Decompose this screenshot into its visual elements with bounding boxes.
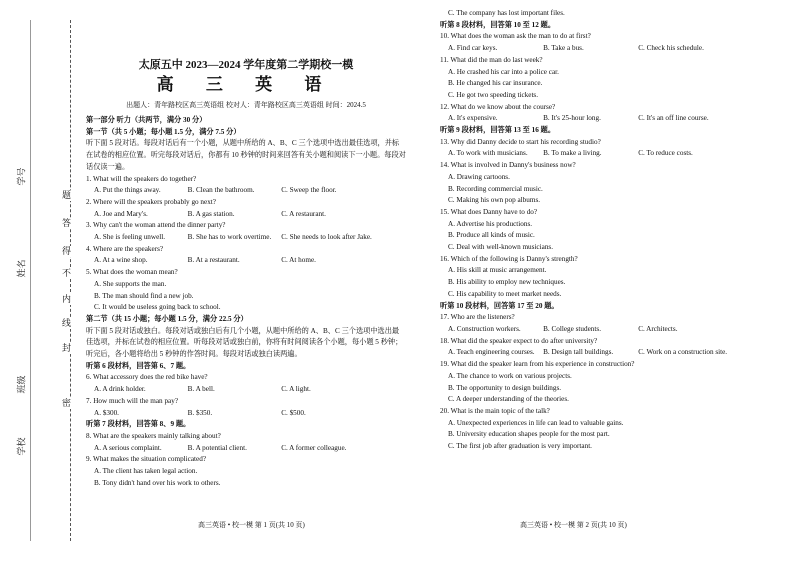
option-row (86, 232, 406, 244)
answer-option: A. Joe and Mary's. (94, 209, 148, 218)
answer-option: B. It's 25-hour long. (543, 114, 601, 123)
section-heading: 第一部分 听力（共两节，满分 30 分） (86, 116, 207, 124)
answer-option: C. A former colleague. (281, 443, 347, 452)
question: 3. Why can't the woman attend the dinner party? (86, 221, 226, 230)
answer-option: B. Take a bus. (543, 44, 584, 53)
answer-option: B. Recording commercial music. (448, 184, 543, 193)
seal-char: 内 (62, 294, 72, 304)
answer-option: B. Produce all kinds of music. (448, 231, 535, 240)
student-id-label: 学号 (16, 167, 27, 186)
option-row (440, 113, 765, 125)
instructions: 听下面 5 段对话。每段对话后有一个小题，从题中所给的 A、B、C 三个选项中选出最佳选项，并标在试卷的相应位置。听完每段对话后，你都有 10 秒钟的时间来回答有关小题和阅读下一小题。每段对话仅读一遍。 (86, 139, 406, 171)
option-row (86, 384, 406, 396)
answer-option: B. She has to work overtime. (187, 233, 272, 242)
school-label: 学校 (16, 437, 27, 456)
answer-option: A. Construction workers. (448, 324, 521, 333)
option-row (86, 255, 406, 267)
option-row (86, 443, 406, 455)
page-1-column (86, 8, 406, 490)
answer-option: A. A drink holder. (94, 385, 146, 394)
section-heading: 第一节（共 5 小题；每小题 1.5 分，满分 7.5 分） (86, 127, 241, 136)
answer-option: C. His capability to meet market needs. (448, 289, 562, 298)
answer-option: A. It's expensive. (448, 114, 498, 123)
answer-option: C. Check his schedule. (638, 44, 704, 53)
answer-option: B. The man should find a new job. (94, 291, 194, 300)
seal-char: 线 (62, 318, 72, 328)
question: 14. What is involved in Danny's business now? (440, 161, 576, 170)
answer-option: C. At home. (281, 256, 316, 265)
seal-char: 不 (62, 268, 72, 278)
name-label: 姓名 (16, 259, 27, 278)
question: 18. What did the speaker expect to do after university? (440, 336, 598, 345)
page-1-questions (86, 115, 406, 490)
answer-option: C. A light. (281, 385, 311, 394)
answer-option: A. A serious complaint. (94, 443, 162, 452)
answer-option: B. $350. (187, 408, 213, 417)
answer-option: A. She is feeling unwell. (94, 233, 166, 242)
question: 20. What is the main topic of the talk? (440, 406, 550, 415)
question: 12. What do we know about the course? (440, 102, 556, 111)
answer-option: B. To make a living. (543, 149, 602, 158)
answer-option: B. A bell. (187, 385, 215, 394)
answer-option: B. A gas station. (187, 209, 235, 218)
exam-title: 太原五中 2023—2024 学年度第二学期校一模 (138, 59, 354, 71)
section-heading: 第二节（共 15 小题；每小题 1.5 分，满分 22.5 分） (86, 314, 248, 323)
question: 10. What does the woman ask the man to do at first? (440, 32, 591, 41)
answer-option: A. $300. (94, 408, 119, 417)
seal-char: 得 (62, 246, 72, 256)
answer-option: A. He crashed his car into a police car. (448, 67, 559, 76)
answer-option: C. To reduce costs. (638, 149, 693, 158)
question: 13. Why did Danny decide to start his recording studio? (440, 137, 601, 146)
binding-solid-line (30, 20, 31, 541)
answer-option: C. Making his own pop albums. (448, 196, 541, 205)
section-heading: 听第 6 段材料，回答第 6、7 题。 (86, 361, 191, 370)
answer-option: B. Tony didn't hand over his work to others. (94, 478, 221, 487)
answer-option: A. To work with musicians. (448, 149, 528, 158)
seal-char: 封 (62, 343, 72, 353)
answer-option: C. It's an off line course. (638, 114, 709, 123)
answer-option: B. He changed his car insurance. (448, 79, 543, 88)
question: 1. What will the speakers do together? (86, 174, 197, 183)
seal-char: 答 (62, 218, 72, 228)
answer-option: C. It would be useless going back to school. (94, 303, 221, 312)
answer-option: A. Teach engineering courses. (448, 348, 535, 357)
section-heading: 听第 8 段材料，回答第 10 至 12 题。 (440, 20, 556, 29)
question: 19. What did the speaker learn from his experience in construction? (440, 360, 635, 369)
page-2-column (440, 8, 765, 453)
question: 7. How much will the man pay? (86, 396, 179, 405)
binding-dashed-line (70, 20, 71, 541)
question: 9. What makes the situation complicated? (86, 455, 207, 464)
answer-option: C. The company has lost important files. (448, 9, 565, 17)
question: 8. What are the speakers mainly talking about? (86, 431, 221, 440)
exam-info: 出题人：青年路校区高三英语组 校对人：青年路校区高三英语组 时间：2024.5 (126, 101, 366, 109)
answer-option: A. His skill at music arrangement. (448, 266, 547, 275)
answer-option: A. She supports the man. (94, 279, 167, 288)
answer-option: B. University education shapes people for the most part. (448, 430, 610, 439)
question: 17. Who are the listeners? (440, 313, 515, 322)
answer-option: B. College students. (543, 324, 601, 333)
section-heading: 听第 7 段材料，回答第 8、9 题。 (86, 420, 191, 429)
answer-option: A. The chance to work on various projects. (448, 371, 572, 380)
question: 4. Where are the speakers? (86, 244, 164, 253)
answer-option: A. The client has taken legal action. (94, 467, 198, 476)
answer-option: A. Find car keys. (448, 44, 498, 53)
answer-option: C. Sweep the floor. (281, 186, 337, 195)
answer-option: C. $500. (281, 408, 306, 417)
answer-option: C. The first job after graduation is very important. (448, 442, 592, 451)
answer-option: B. Design tall buildings. (543, 348, 614, 357)
answer-option: B. The opportunity to design buildings. (448, 383, 562, 392)
question: 15. What does Danny have to do? (440, 207, 538, 216)
question: 5. What does the woman mean? (86, 268, 178, 277)
answer-option: C. Architects. (638, 324, 678, 333)
answer-option: B. Clean the bathroom. (187, 186, 255, 195)
footer-page-1: 高三英语 • 校一模 第 1 页(共 10 页) (198, 521, 305, 529)
answer-option: A. At a wine shop. (94, 256, 148, 265)
option-row (86, 408, 406, 420)
page-2-questions (440, 8, 765, 453)
option-row (86, 185, 406, 197)
answer-option: C. She needs to look after Jake. (281, 233, 372, 242)
option-row (440, 347, 765, 359)
option-row (86, 209, 406, 221)
answer-option: C. Deal with well-known musicians. (448, 243, 554, 252)
footer-page-2: 高三英语 • 校一模 第 2 页(共 10 页) (520, 521, 627, 529)
answer-option: C. A deeper understanding of the theories. (448, 395, 569, 404)
section-heading: 听第 9 段材料，回答第 13 至 16 题。 (440, 126, 556, 135)
section-heading: 听第 10 段材料，回答第 17 至 20 题。 (440, 301, 559, 310)
class-label: 班级 (16, 375, 27, 394)
answer-option: C. Work on a construction site. (638, 348, 728, 357)
option-row (440, 148, 765, 160)
answer-option: B. A potential client. (187, 443, 247, 452)
answer-option: B. At a restaurant. (187, 256, 240, 265)
answer-option: B. His ability to employ new techniques. (448, 278, 566, 287)
option-row (440, 324, 765, 336)
question: 16. Which of the following is Danny's strength? (440, 254, 578, 263)
answer-option: A. Advertise his productions. (448, 219, 533, 228)
exam-subject: 高 三 英 语 (156, 75, 336, 94)
question: 2. Where will the speakers probably go next? (86, 197, 216, 206)
answer-option: C. A restaurant. (281, 209, 326, 218)
answer-option: A. Drawing cartoons. (448, 172, 510, 181)
answer-option: C. He got two speeding tickets. (448, 90, 539, 99)
seal-char: 题 (62, 190, 72, 200)
question: 11. What did the man do last week? (440, 55, 543, 64)
option-row (440, 43, 765, 55)
instructions: 听下面 5 段对话或独白。每段对话或独白后有几个小题，从题中所给的 A、B、C 三个选项中选出最佳选项，并标在试卷的相应位置。听每段对话或独白前，你将有时间阅读各个小题，每小题 5 秒钟；听完后，各小题将给出 5 秒钟的作答时间。每段对话或独白读两遍。 (86, 326, 403, 359)
answer-option: A. Put the things away. (94, 186, 161, 195)
seal-char: 密 (62, 398, 72, 408)
question: 6. What accessory does the red bike have? (86, 373, 208, 382)
answer-option: A. Unexpected experiences in life can lead to valuable gains. (448, 418, 624, 427)
binding-margin (0, 0, 78, 561)
